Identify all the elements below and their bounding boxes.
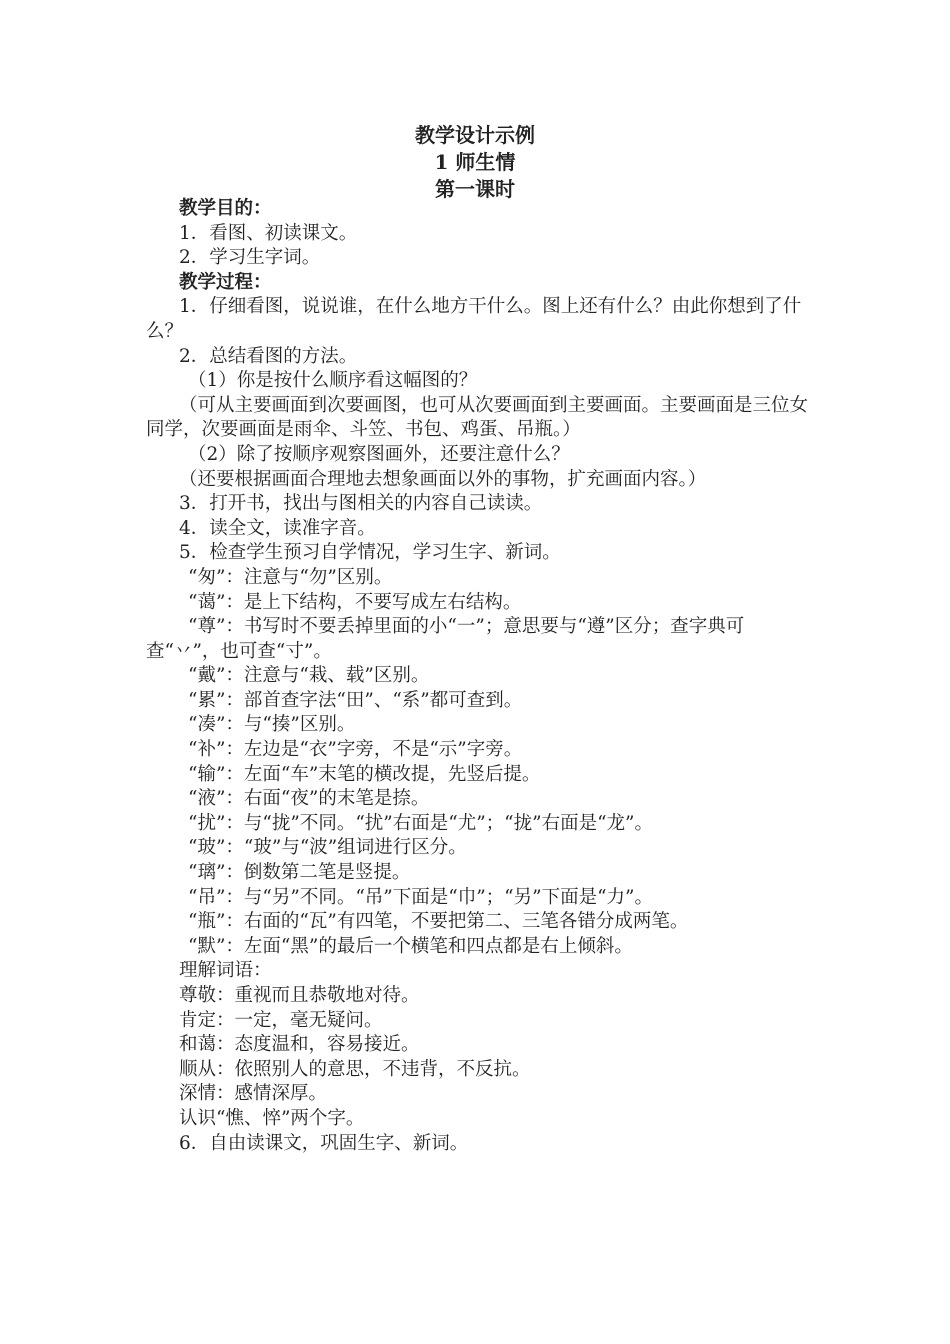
character-note: “瓶”：右面的“瓦”有四笔，不要把第二、三笔各错分成两笔。 — [188, 911, 689, 933]
character-note: “匆”：注意与“勿”区别。 — [188, 566, 393, 588]
character-note: “液”：右面“夜”的末笔是捺。 — [188, 788, 430, 810]
process-question: （1）你是按什么顺序看这幅图的？ — [188, 370, 478, 392]
title-block — [0, 122, 950, 203]
vocab-item: 肯定：一定，毫无疑问。 — [179, 1009, 383, 1031]
goal-item: 2．学习生字词。 — [179, 247, 321, 269]
process-answer: （还要根据画面合理地去想象画面以外的事物，扩充画面内容。） — [179, 468, 707, 490]
character-note: “戴”：注意与“栽、载”区别。 — [188, 665, 430, 687]
process-question: （2）除了按顺序观察图画外，还要注意什么？ — [188, 443, 570, 465]
character-note: “凑”：与“揍”区别。 — [188, 714, 356, 736]
vocab-item: 深情：感情深厚。 — [179, 1083, 328, 1105]
process-step: 4．读全文，读准字音。 — [179, 517, 376, 539]
document-body — [146, 197, 811, 1156]
character-note: “默”：左面“黑”的最后一个横笔和四点都是右上倾斜。 — [188, 935, 633, 957]
character-note: “蔼”：是上下结构，不要写成左右结构。 — [188, 591, 522, 613]
process-step: 3．打开书，找出与图相关的内容自己读读。 — [179, 493, 543, 515]
document-title: 教学设计示例 — [415, 123, 535, 147]
period-title: 第一课时 — [435, 177, 515, 201]
character-note: “玻”：“玻”与“波”组词进行区分。 — [188, 837, 467, 859]
character-note: “累”：部首查字法“田”、“系”都可查到。 — [188, 689, 523, 711]
process-step: 5．检查学生预习自学情况，学习生字、新词。 — [179, 542, 561, 564]
character-note: “扰”：与“拢”不同。“扰”右面是“尤”；“拢”右面是“龙”。 — [188, 812, 653, 834]
vocab-item: 顺从：依照别人的意思，不违背，不反抗。 — [179, 1058, 531, 1080]
goals-heading: 教学目的： — [179, 198, 272, 219]
character-note: “尊”：书写时不要丢掉里面的小“一”；意思要与“遵”区分；查字典可查“丷”，也可查“寸”。 — [146, 616, 745, 662]
character-note: “输”：左面“车”末笔的横改提，先竖后提。 — [188, 763, 541, 785]
process-answer: （可从主要画面到次要画图，也可从次要画面到主要画面。主要画面是三位女同学，次要画面是雨伞、斗笠、书包、鸡蛋、吊瓶。） — [146, 394, 809, 441]
process-step: 2．总结看图的方法。 — [179, 345, 358, 367]
character-note: “璃”：倒数第二笔是竖提。 — [188, 862, 411, 884]
character-note: “吊”：与“另”不同。“吊”下面是“巾”；“另”下面是“力”。 — [188, 886, 653, 908]
process-step: 1．仔细看图，说说谁，在什么地方干什么。图上还有什么？由此你想到了什么？ — [146, 296, 802, 342]
process-heading: 教学过程： — [179, 271, 272, 293]
vocab-item: 认识“憔、悴”两个字。 — [179, 1107, 365, 1129]
vocab-item: 尊敬：重视而且恭敬地对待。 — [179, 985, 420, 1006]
goal-item: 1．看图、初读课文。 — [179, 222, 358, 244]
vocab-heading: 理解词语： — [179, 960, 272, 982]
vocab-item: 和蔼：态度温和，容易接近。 — [179, 1034, 420, 1056]
lesson-title: 1 师生情 — [434, 150, 516, 174]
character-note: “补”：左边是“衣”字旁，不是“示”字旁。 — [188, 739, 523, 761]
process-step: 6．自由读课文，巩固生字、新词。 — [179, 1132, 469, 1154]
